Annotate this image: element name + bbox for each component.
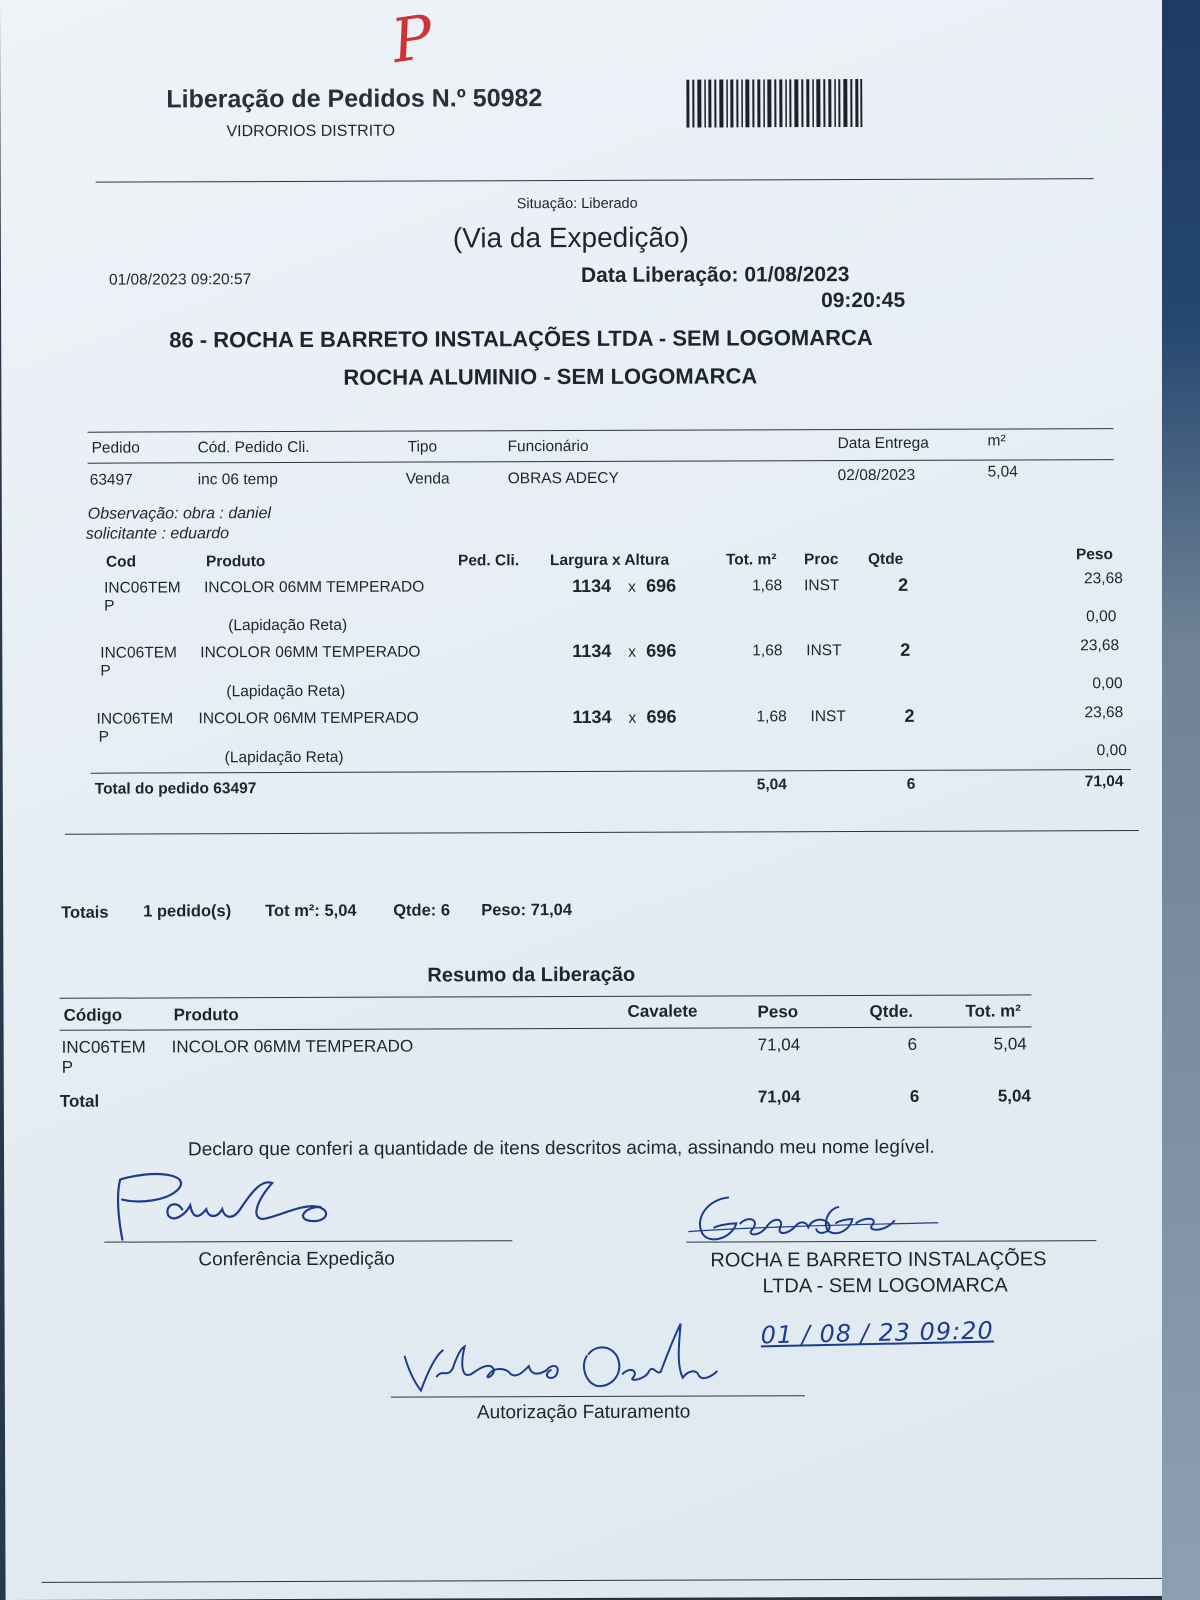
item-proc: INST bbox=[806, 642, 842, 660]
faturamento-label: Autorização Faturamento bbox=[476, 1401, 691, 1424]
item-x: x bbox=[628, 709, 637, 727]
items-col-ped-cli: Ped. Cli. bbox=[457, 552, 520, 570]
company-name: VIDRORIOS DISTRITO bbox=[226, 122, 396, 141]
summary-top bbox=[59, 994, 1031, 998]
item-peso: 23,68 bbox=[1083, 570, 1123, 588]
status-text: Situação: Liberado bbox=[516, 195, 638, 213]
totals-label: Totais bbox=[61, 903, 109, 922]
totals-qtde: Qtde: 6 bbox=[393, 901, 451, 920]
item-proc: INST bbox=[810, 708, 846, 726]
item-cod-cont: P bbox=[98, 728, 109, 746]
item-largura: 1134 bbox=[572, 640, 612, 662]
item-altura: 696 bbox=[646, 575, 677, 596]
col-m2: m² bbox=[987, 432, 1006, 450]
item-qtde: 2 bbox=[900, 639, 911, 660]
handwritten-date: 01 / 08 / 23 09:20 bbox=[760, 1316, 995, 1350]
item-altura: 696 bbox=[646, 640, 677, 661]
printed-at: 01/08/2023 09:20:57 bbox=[108, 271, 252, 289]
order-total-qtde: 6 bbox=[906, 775, 916, 793]
client-label-1: ROCHA E BARRETO INSTALAÇÕES bbox=[710, 1248, 1047, 1272]
item-cod: INC06TEM bbox=[96, 710, 174, 728]
client-label-2: LTDA - SEM LOGOMARCA bbox=[762, 1274, 1008, 1298]
summary-col-produto: Produto bbox=[173, 1005, 239, 1025]
item-qtde: 2 bbox=[904, 705, 915, 726]
item-altura: 696 bbox=[646, 706, 677, 727]
item-peso: 23,68 bbox=[1080, 637, 1120, 655]
expedicao-label: Conferência Expedição bbox=[198, 1248, 395, 1271]
summary-total-tot: 5,04 bbox=[997, 1086, 1031, 1106]
item-x: x bbox=[628, 578, 636, 596]
document-title: Liberação de Pedidos N.º 50982 bbox=[166, 84, 543, 114]
order-table-mid bbox=[88, 459, 1114, 464]
item-sub-peso: 0,00 bbox=[1092, 675, 1123, 693]
col-tipo: Tipo bbox=[407, 438, 438, 456]
observation-line-1: Observação: obra : daniel bbox=[87, 505, 272, 523]
summary-col-qtde: Qtde. bbox=[869, 1001, 914, 1021]
item-cod-cont: P bbox=[100, 662, 111, 680]
order-total-m2: 5,04 bbox=[756, 776, 787, 794]
item-sub-peso: 0,00 bbox=[1086, 608, 1117, 626]
order-tipo: Venda bbox=[405, 470, 450, 488]
items-col-proc: Proc bbox=[803, 551, 839, 569]
header-divider bbox=[96, 178, 1094, 182]
order-m2: 5,04 bbox=[987, 463, 1018, 481]
col-funcionario: Funcionário bbox=[507, 437, 589, 456]
copy-label: (Via da Expedição) bbox=[452, 221, 689, 254]
totals-peso: Peso: 71,04 bbox=[481, 901, 573, 920]
summary-peso: 71,04 bbox=[757, 1035, 801, 1055]
summary-tot: 5,04 bbox=[993, 1034, 1027, 1054]
col-entrega: Data Entrega bbox=[837, 434, 929, 453]
handwritten-mark: P bbox=[387, 2, 438, 78]
totals-pedidos: 1 pedido(s) bbox=[143, 902, 232, 921]
items-col-produto: Produto bbox=[205, 553, 266, 571]
release-time: 09:20:45 bbox=[821, 288, 906, 313]
summary-cod: INC06TEM bbox=[61, 1037, 146, 1057]
items-total-divider bbox=[91, 769, 1131, 774]
item-largura: 1134 bbox=[572, 706, 612, 728]
footer-divider bbox=[42, 1578, 1182, 1583]
client-line-1: 86 - ROCHA E BARRETO INSTALAÇÕES LTDA - SEM LOGOMARCA bbox=[169, 324, 873, 353]
item-produto: INCOLOR 06MM TEMPERADO bbox=[198, 709, 419, 728]
summary-total-label: Total bbox=[59, 1091, 100, 1111]
items-bottom-divider bbox=[65, 830, 1139, 835]
item-produto: INCOLOR 06MM TEMPERADO bbox=[200, 643, 421, 662]
item-cod-cont: P bbox=[104, 597, 115, 615]
summary-total-qtde: 6 bbox=[909, 1086, 920, 1106]
item-tot: 1,68 bbox=[752, 642, 783, 660]
order-table-top bbox=[88, 428, 1114, 433]
item-largura: 1134 bbox=[572, 575, 612, 597]
items-col-dims: Largura x Altura bbox=[549, 551, 670, 570]
item-x: x bbox=[628, 643, 637, 661]
item-sub: (Lapidação Reta) bbox=[228, 616, 348, 635]
totals-m2: Tot m²: 5,04 bbox=[265, 901, 357, 921]
observation-line-2: solicitante : eduardo bbox=[85, 525, 230, 543]
items-col-peso: Peso bbox=[1075, 546, 1114, 564]
item-cod: INC06TEM bbox=[104, 579, 181, 597]
summary-cod-cont: P bbox=[61, 1057, 74, 1077]
item-sub-peso: 0,00 bbox=[1096, 742, 1127, 760]
items-col-qtde: Qtde bbox=[867, 550, 904, 568]
col-pedido: Pedido bbox=[91, 439, 140, 457]
barcode bbox=[686, 79, 862, 128]
summary-col-codigo: Código bbox=[63, 1005, 123, 1025]
summary-title: Resumo da Liberação bbox=[427, 963, 636, 987]
summary-header-divider bbox=[60, 1026, 1032, 1030]
summary-col-peso: Peso bbox=[757, 1002, 799, 1022]
summary-produto: INCOLOR 06MM TEMPERADO bbox=[171, 1036, 414, 1057]
item-sub: (Lapidação Reta) bbox=[226, 682, 346, 701]
items-col-tot: Tot. m² bbox=[725, 551, 777, 569]
order-total-peso: 71,04 bbox=[1084, 773, 1124, 791]
item-peso: 23,68 bbox=[1084, 704, 1124, 722]
summary-col-tot: Tot. m² bbox=[965, 1001, 1021, 1021]
background-edge bbox=[1162, 0, 1200, 1600]
col-cod-cli: Cód. Pedido Cli. bbox=[197, 438, 310, 457]
item-produto: INCOLOR 06MM TEMPERADO bbox=[204, 578, 425, 597]
order-pedido: 63497 bbox=[89, 471, 133, 489]
item-cod: INC06TEM bbox=[100, 644, 177, 662]
item-sub: (Lapidação Reta) bbox=[224, 748, 344, 767]
item-tot: 1,68 bbox=[752, 577, 783, 595]
item-tot: 1,68 bbox=[756, 708, 787, 726]
declaration-text: Declaro que conferi a quantidade de itens descritos acima, assinando meu nome legível. bbox=[187, 1136, 935, 1161]
order-total-label: Total do pedido 63497 bbox=[94, 780, 257, 798]
item-qtde: 2 bbox=[898, 574, 909, 595]
summary-qtde: 6 bbox=[907, 1034, 918, 1054]
summary-total-peso: 71,04 bbox=[757, 1087, 801, 1107]
order-funcionario: OBRAS ADECY bbox=[507, 469, 619, 488]
client-line-2: ROCHA ALUMINIO - SEM LOGOMARCA bbox=[343, 363, 758, 390]
items-col-cod: Cod bbox=[105, 553, 137, 571]
order-cod-cli: inc 06 temp bbox=[197, 471, 278, 489]
summary-col-cavalete: Cavalete bbox=[627, 1001, 698, 1021]
item-proc: INST bbox=[804, 577, 840, 595]
order-entrega: 02/08/2023 bbox=[837, 466, 916, 485]
release-date: Data Liberação: 01/08/2023 bbox=[580, 263, 850, 287]
